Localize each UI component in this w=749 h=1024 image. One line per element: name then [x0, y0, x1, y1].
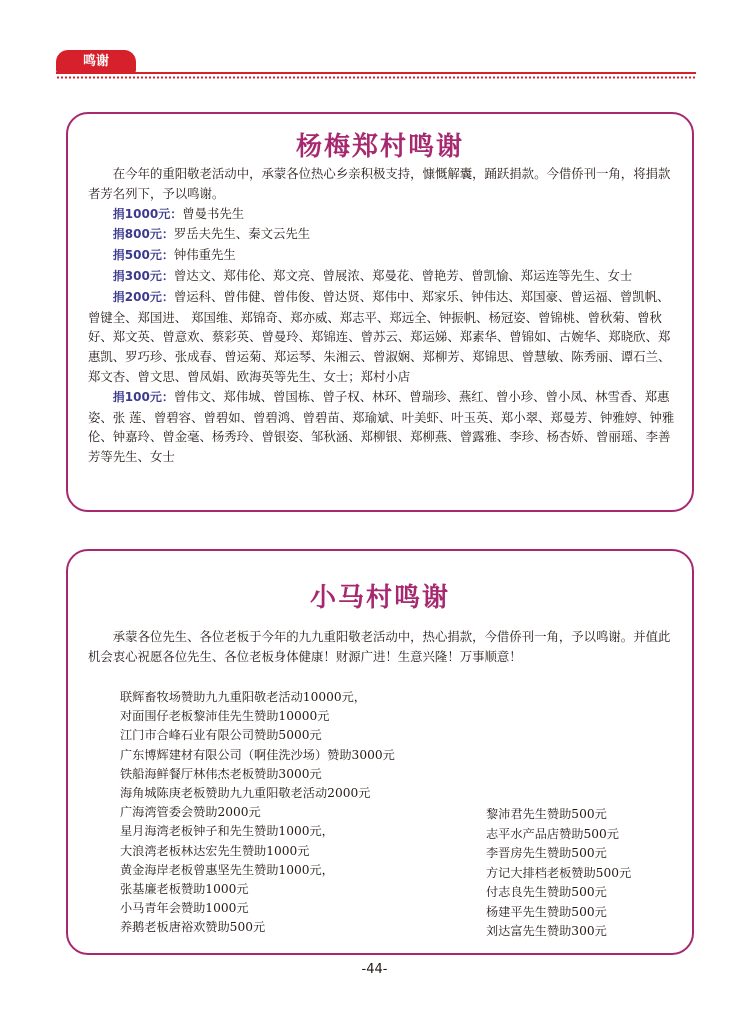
sponsor-item: 李晋房先生赞助500元: [486, 846, 607, 860]
sponsor-item: 铁船海鲜餐厅林伟杰老板赞助3000元: [120, 766, 322, 781]
tier-label: 捐800元：: [112, 227, 174, 242]
sponsor-item: 小马青年会赞助1000元: [120, 901, 249, 916]
intro-paragraph: 承蒙各位先生、各位老板于今年的九九重阳敬老活动中，热心捐款，今借侨刊一角，予以鸣谢。并值此机会衷心祝愿各位先生、各位老板身体健康！财源广进！生意兴隆！万事顺意！: [88, 629, 671, 664]
sponsor-item: 黄金海岸老板曾惠坚先生赞助1000元，: [120, 862, 334, 877]
tier-names: 罗岳夫先生、秦文云先生: [173, 226, 311, 242]
sponsor-item: 刘达富先生赞助300元: [486, 924, 607, 938]
panel-body: [88, 164, 678, 467]
sponsor-item: 黎沛君先生赞助500元: [486, 807, 607, 821]
sponsor-item: 养鹅老板唐裕欢赞助500元: [120, 920, 266, 935]
tier-label: 捐100元：: [112, 389, 174, 404]
sponsor-list-left: [120, 688, 480, 938]
tier-label: 捐500元：: [112, 248, 174, 263]
sponsor-item: 广东博辉建材有限公司（啊佳洗沙场）赞助3000元: [120, 747, 395, 762]
header-divider: [56, 72, 696, 74]
tier-label: 捐200元：: [112, 289, 174, 304]
sponsor-item: 联辉畜牧场赞助九九重阳敬老活动10000元，: [120, 690, 366, 704]
donation-tier: [88, 224, 678, 245]
acknowledgement-panel-yangmei: [66, 112, 694, 512]
sponsor-item: 张基廉老板赞助1000元: [120, 882, 249, 897]
tier-label: 捐300元：: [112, 268, 174, 283]
donation-tier: [88, 387, 678, 467]
donation-tier: [88, 204, 678, 225]
sponsor-list-right: [486, 805, 686, 942]
donation-tier: [88, 266, 678, 287]
sponsor-item: 杨建平先生赞助500元: [486, 904, 607, 919]
header-dotted-rule: [56, 76, 696, 79]
intro-paragraph: 在今年的重阳敬老活动中，承蒙各位热心乡亲积极支持，慷慨解囊，踊跃捐款。今借侨刊一角，将捐款者芳名列下，予以鸣谢。: [88, 166, 671, 201]
sponsor-item: 江门市合峰石业有限公司赞助5000元: [120, 728, 322, 743]
tier-names: 曾达文、郑伟伦、郑文亮、曾展浓、郑曼花、曾艳芳、曾凯愉、郑运连等先生、女士: [173, 267, 633, 283]
tier-names: 曾伟文、郑伟城、曾国栋、曾子权、林环、曾瑞珍、燕红、曾小珍、曾小凤、林雪香、郑惠姿、张 莲、曾碧容、曾碧如、曾碧鸿、曾碧苗、郑瑜斌、叶美虾、叶玉英、郑小翠、郑曼芳、钟雅婷、钟雅伦、钟嘉玲、曾金毫、杨秀玲、曾银姿、邹秋涵、郑柳银、郑柳燕、曾露雅、李珍、杨杏娇、曾丽瑶、李善芳等先生、女士: [88, 388, 675, 465]
sponsor-item: 对面围仔老板黎沛佳先生赞助10000元: [120, 709, 330, 724]
acknowledgement-panel-xiaoma: [66, 549, 694, 955]
panel-title: 小马村鸣谢: [309, 583, 450, 613]
tier-names: 曾曼书先生: [182, 205, 245, 221]
donation-tier: [88, 245, 678, 266]
sponsor-item: 志平水产品店赞助500元: [486, 826, 619, 841]
sponsor-item: 广海湾管委会赞助2000元: [120, 805, 261, 820]
tier-label: 捐1000元：: [112, 206, 183, 221]
sponsor-item: 大浪湾老板林达宏先生赞助1000元: [120, 843, 310, 858]
sponsor-item: 星月海湾老板钟子和先生赞助1000元，: [120, 824, 334, 839]
panel-title: 杨梅郑村鸣谢: [295, 132, 464, 162]
sponsor-item: 方记大排档老板赞助500元: [486, 865, 632, 880]
tier-names: 钟伟重先生: [173, 247, 236, 263]
page-number: -44-: [361, 962, 388, 977]
tier-names: 曾运科、曾伟健、曾伟俊、曾达贤、郑伟中、郑家乐、钟伟达、郑国豪、曾运福、曾凯帆、曾键全、郑国进、 郑国维、郑锦奇、郑亦威、郑志平、郑远全、钟振帆、杨冠姿、曾锦桃、曾秋菊、曾秋好、郑文英、曾意欢、蔡彩英、曾曼玲、郑锦连、曾苏云、郑运娣、郑素华、曾锦如、古婉华、郑晓欣、郑惠凯、罗巧珍、张成春、曾运菊、郑运琴、朱湘云、曾淑娴、郑柳芳、郑锦思、曾慧敏、陈秀丽、谭石兰、郑文杏、曾文思、曾凤娟、欧海英等先生、女士；郑村小店: [88, 288, 671, 384]
donation-tier: [88, 287, 678, 387]
sponsor-item: 付志良先生赞助500元: [486, 885, 607, 899]
sponsor-item: 海角城陈庚老板赞助九九重阳敬老活动2000元: [120, 786, 371, 801]
section-tab: 鸣谢: [56, 50, 136, 74]
